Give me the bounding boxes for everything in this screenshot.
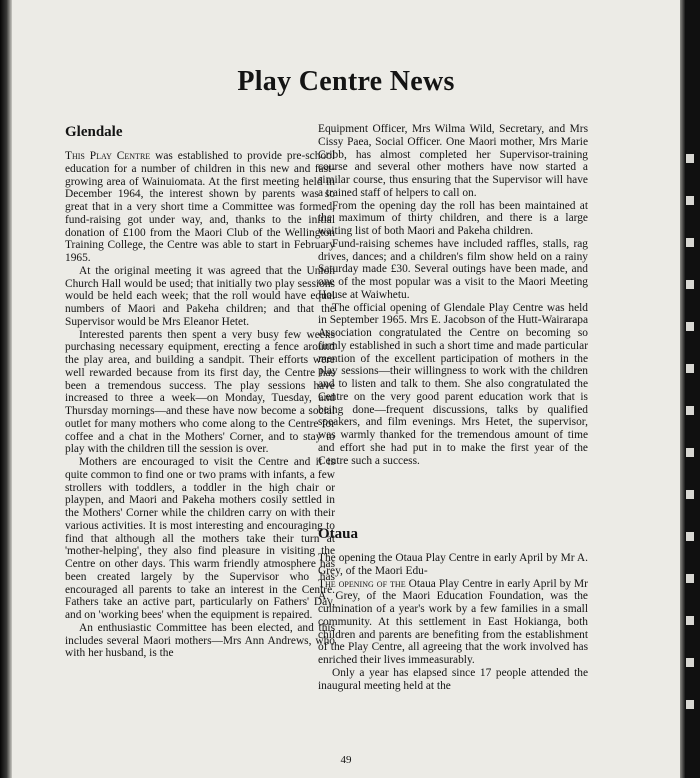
binder-edge — [680, 0, 700, 778]
page-number: 49 — [340, 754, 352, 766]
lead-in-smallcaps: This Play Centre — [65, 150, 151, 162]
binding-hole — [686, 238, 694, 247]
paragraph: Only a year has elapsed since 17 people attended the inaugural meeting held at the — [318, 666, 588, 692]
binding-hole — [686, 406, 694, 415]
section-heading-otaua: Otaua — [318, 526, 359, 542]
binding-hole — [686, 196, 694, 205]
binding-hole — [686, 616, 694, 625]
binding-hole — [686, 448, 694, 457]
paragraph-continued: Equipment Officer, Mrs Wilma Wild, Secretary, and Mrs Cissy Paea, Social Officer. One Maori mother, Mrs Marie Cribb, has almost completed her Supervisor-training course and several other mothers have now started a similar course, thus ensuring that the Supervisor will have a trained staff of helpers to call on. — [318, 123, 588, 199]
paragraph: Mothers are encouraged to visit the Centre and it is quite common to find one or two prams with infants, a few strollers with toddlers, a toddler in the high chair or playpen, and Maori and Pakeha mothers cosily settled in the Mothers' Corner while the children carry on with their various activities. It is most interesting and encouraging to find that although all the mothers take their turn at 'mother-helping', they also find pleasure in visiting the Centre on other days. This warm friendly atmosphere has been created largely by the Supervisor who has encouraged all parents to take an interest in the Centre. Fathers take an active part, particularly on Fathers' Day, and on 'working bees' when the equipment is repaired. — [65, 456, 335, 621]
right-column-upper — [318, 123, 588, 467]
binding-hole — [686, 532, 694, 541]
binding-hole — [686, 364, 694, 373]
binding-hole — [686, 658, 694, 667]
section-heading-glendale: Glendale — [65, 124, 123, 140]
right-column-lower — [318, 526, 588, 692]
document-page — [12, 0, 680, 778]
binding-hole — [686, 490, 694, 499]
binding-hole — [686, 322, 694, 331]
paragraph: From the opening day the roll has been maintained at the maximum of thirty children, and there is a large waiting list of both Maori and Pakeha children. — [318, 199, 588, 237]
book-spine-shadow — [0, 0, 12, 778]
paragraph: This Play Centre was established to provide pre-school education for a number of children in this new and fast-growing area of Wainuiomata. At the first meeting held in December 1964, the interest shown by parents was so great that in a very short time a Committee was formed, fund-raising got under way, and, thanks to the initial donation of £100 from the Maori Club of the Wellington Training College, the Centre was able to start in February 1965. — [65, 150, 335, 264]
paragraph: The opening of the Otaua Play Centre in early April by Mr A. Grey, of the Maori Education Foundation, was the culmination of a year's work by a few families in a small community. At this settlement in East Hokianga, both children and parents are benefiting from the establishment of the Play Centre, all agreeing that the work involved has enriched their lives immeasurably. — [318, 577, 588, 666]
binding-hole — [686, 574, 694, 583]
paragraph: An enthusiastic Committee has been elected, and this includes several Maori mothers—Mrs Ann Andrews, who with her husband, is the — [65, 621, 335, 660]
paragraph: At the original meeting it was agreed that the Union Church Hall would be used; that initially two play sessions would be held each week; that the roll would have equal numbers of Maori and Pakeha children; and that the Supervisor would be Mrs Eleanor Hetet. — [65, 264, 335, 328]
paragraph: Interested parents then spent a very busy few weeks purchasing necessary equipment, erecting a fence around the play area, and building a sandpit. Their efforts were well rewarded because from its first day, the Centre has been a tremendous success. The play sessions have increased to three a week—on Monday, Tuesday, and Thursday mornings—and these have now become a social outlet for many mothers who come along to the Centre for coffee and a chat in the Mothers' Corner, and to stay to play with the children till the session is over. — [65, 328, 335, 456]
page-title: Play Centre News — [237, 66, 455, 97]
paragraph: The opening the Otaua Play Centre in early April by Mr A. Grey, of the Maori Edu- — [318, 552, 588, 577]
binding-hole — [686, 154, 694, 163]
paragraph: The official opening of Glendale Play Centre was held in September 1965. Mrs E. Jacobson of the Hutt-Wairarapa Association congratulated the Centre on becoming so firmly established in such a short time and made particular mention of the excellent participation of mothers in the play sessions—their willingness to work with the children and to listen and talk to them. She also congratulated the Centre on the very good parent education work that is being done—frequent discussions, talks by qualified speakers, and film evenings. Mrs Hetet, the supervisor, was warmly thanked for the tremendous amount of time and effort she had put in to make the first year of the Centre such a success. — [318, 301, 588, 467]
binding-hole — [686, 700, 694, 709]
paragraph: Fund-raising schemes have included raffles, stalls, rag drives, dances; and a children's film show held on a rainy Saturday made £30. Several outings have been made, and one of the most popular was a visit to the Maori Meeting House at Waiwhetu. — [318, 237, 588, 301]
left-column — [65, 124, 335, 660]
binding-hole — [686, 280, 694, 289]
lead-in-smallcaps: The opening of the — [318, 577, 406, 590]
